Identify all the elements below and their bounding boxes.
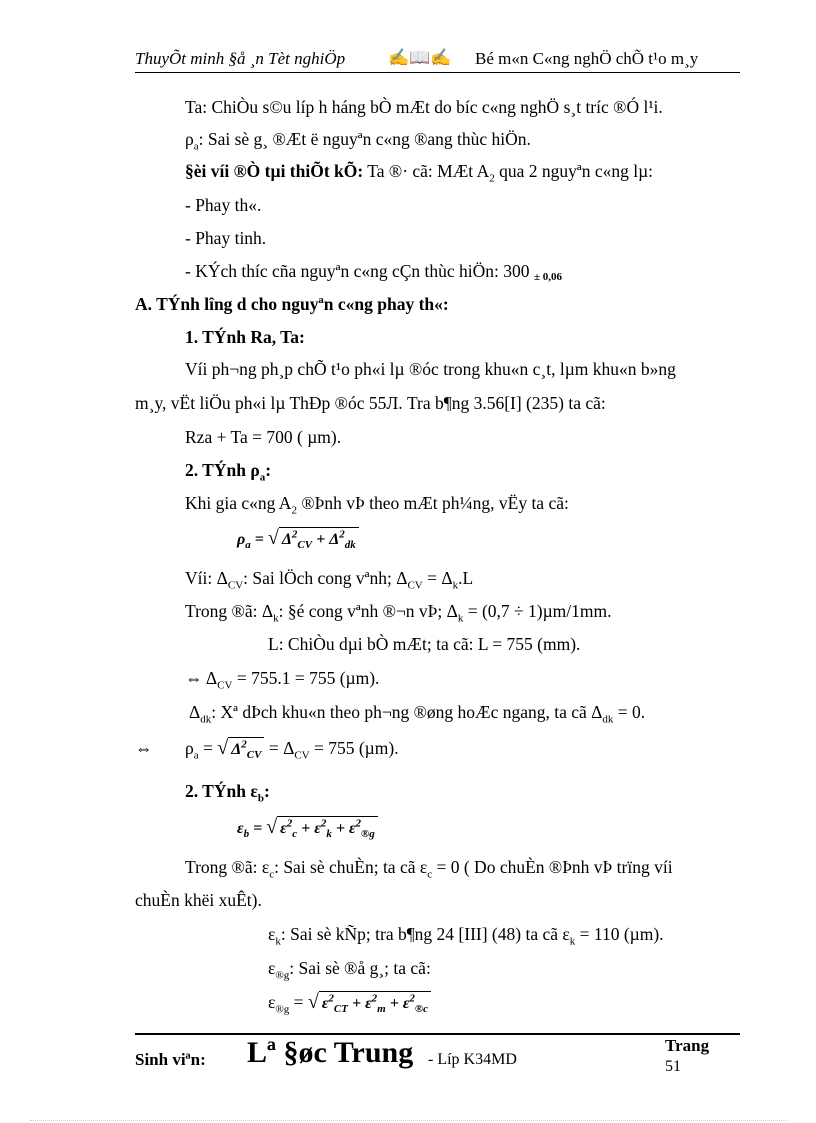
- header-document-title: ThuyÕt minh §å ¸n Tèt nghiÖp: [135, 49, 346, 68]
- definition-delta-cv: Víi: $\Delta_{CV}$: Sai lÖch cong vªnh; $\Delta_{CV} = \Delta_k.L$: [185, 568, 474, 592]
- definition-epsilon-c-cont: chuÈn khëi xuÊt).: [135, 890, 262, 910]
- definition-epsilon-c: Trong ®ã: $\varepsilon_c$: Sai sè chuÈn; ta cã $\varepsilon_c = 0$ ( Do chuÈn ®Þnh vÞ trïng víi: [185, 857, 673, 881]
- book-pen-icon: ✍📖✍: [388, 48, 452, 67]
- header-department: Bé m«n C«ng nghÖ chÕ t¹o m¸y: [475, 49, 699, 68]
- definition-epsilon-dg: $\varepsilon_{®g}$: Sai sè ®å g¸; ta cã:: [268, 958, 431, 982]
- tolerance-value: ± 0,06: [533, 271, 562, 283]
- definition-epsilon-k: $\varepsilon_k$: Sai sè kÑp; tra b¶ng 24 [III] (48) ta cã $\varepsilon_k = 110$ (µm).: [268, 924, 664, 948]
- footer-divider: [135, 1033, 740, 1035]
- equation-delta-cv: ⇔ $\Delta_{CV} = 755.1 = 755$ (µm).: [185, 668, 380, 692]
- list-item-dimension: - KÝch thíc cña nguyªn c«ng cÇn thùc hiÖn: 300 ± 0,06: [185, 259, 562, 289]
- list-item-phay-tho: - Phay th«.: [185, 195, 262, 215]
- page-bottom-edge: [30, 1120, 786, 1121]
- rza-equation: Rza + Ta = 700 ( µm).: [185, 427, 342, 447]
- footer-student-name: Lª §øc Trung: [247, 1036, 414, 1069]
- header-divider: [135, 72, 740, 73]
- equation-rho-a: $\rho_a$ = √ $\Delta^2_{CV} = \Delta_{CV} = 755$ (µm).: [185, 737, 399, 762]
- text-line-ta: Ta: ChiÒu s©u líp h háng bÒ mÆt do bíc c«ng nghÖ s¸t tríc ®Ó l¹i.: [185, 97, 663, 117]
- paragraph-line-1: Víi ph¬ng ph¸p chÕ t¹o ph«i lµ ®óc trong khu«n c¸t, lµm khu«n b»ng: [185, 359, 676, 379]
- section-heading-a: A. TÝnh lîng d cho nguyªn c«ng phay th«:: [135, 294, 449, 314]
- footer-student-label: Sinh viªn:: [135, 1050, 206, 1069]
- footer-class: - Líp K34MD: [428, 1051, 517, 1068]
- page-header: [135, 47, 740, 73]
- subsection-heading-3: 2. TÝnh $\varepsilon_b$:: [185, 781, 270, 805]
- text-line-rho-a: $\rho_a$: Sai sè g¸ ®Æt ë nguyªn c«ng ®ang thùc hiÖn.: [185, 129, 531, 153]
- equivalence-arrow: ⇔: [135, 738, 153, 758]
- footer-page-number: 51: [665, 1058, 681, 1075]
- paragraph-line-2: m¸y, vËt liÖu ph«i lµ ThÐp ®óc 55Л. Tra b¶ng 3.56[I] (235) ta cã:: [135, 393, 606, 413]
- rho-symbol: ρ: [185, 129, 194, 149]
- paragraph-a2: Khi gia c«ng $A_2$ ®Þnh vÞ theo mÆt ph¼ng, vËy ta cã:: [185, 493, 569, 517]
- formula-epsilon-dg: $\varepsilon_{®g}$ = √ $\varepsilon^2_{CT} + \varepsilon^2_m + \varepsilon^2_{®c}$: [268, 990, 431, 1016]
- text-line-design: §èi víi ®Ò tµi thiÕt kÕ: Ta ®· cã: MÆt $A_2$ qua 2 nguyªn c«ng lµ:: [185, 161, 654, 185]
- subsection-heading-2: 2. TÝnh $\rho_a$:: [185, 460, 272, 484]
- definition-delta-dk: $\Delta_{dk}$: Xª dÞch khu«n theo ph¬ng ®øng hoÆc ngang, ta cã $\Delta_{dk} = 0$.: [189, 702, 646, 726]
- formula-rho-a: $\rho_a$ = √ $\Delta^2_{CV} + \Delta^2_{dk}$: [237, 526, 359, 552]
- footer-page-label: Trang: [665, 1036, 710, 1055]
- subsection-heading-1: 1. TÝnh Ra, Ta:: [185, 327, 305, 347]
- list-item-phay-tinh: - Phay tinh.: [185, 228, 267, 248]
- formula-epsilon-b: $\varepsilon_b$ = √ $\varepsilon^2_c + \varepsilon^2_k + \varepsilon^2_{®g}$: [237, 815, 378, 841]
- definition-length: L: ChiÒu dµi bÒ mÆt; ta cã: L = 755 (mm).: [268, 634, 581, 654]
- definition-delta-k: Trong ®ã: $\Delta_k$: §é cong vªnh ®¬n vÞ; $\Delta_k = (0,7 \div 1)\mu m/1mm$.: [185, 601, 612, 625]
